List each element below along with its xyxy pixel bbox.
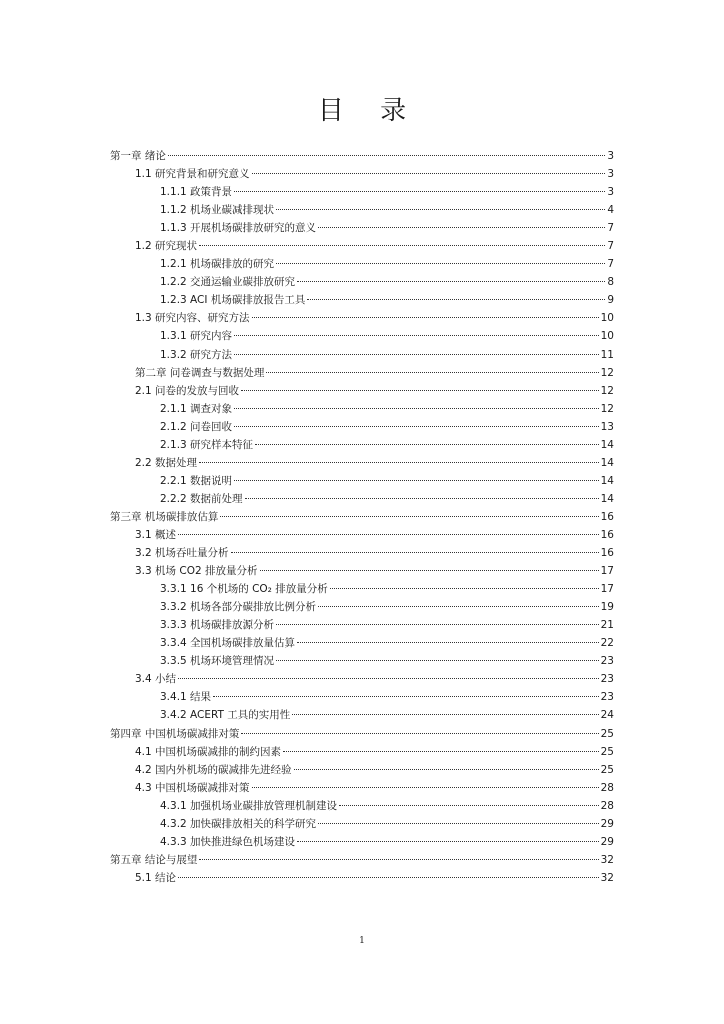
toc-entry-label: 2.1 问卷的发放与回收: [135, 384, 240, 397]
toc-entry-label: 第二章 问卷调查与数据处理: [135, 366, 265, 379]
toc-entry-page: 23: [600, 691, 614, 704]
toc-entry-label: 2.1.1 调查对象: [160, 402, 233, 415]
toc-entry-page: 23: [600, 673, 614, 686]
toc-entry-label: 1.3 研究内容、研究方法: [135, 312, 250, 325]
toc-entry-label: 3.3 机场 CO2 排放量分析: [135, 565, 258, 578]
toc-leader-dots: [199, 233, 605, 246]
toc-leader-dots: [339, 793, 599, 806]
toc-entry-page: 14: [600, 474, 614, 487]
toc-entry-page: 14: [600, 438, 614, 451]
toc-leader-dots: [297, 829, 599, 842]
toc-entry-page: 14: [600, 492, 614, 505]
toc-entry-label: 1.2.1 机场碳排放的研究: [160, 258, 275, 271]
toc-entry-page: 10: [600, 312, 614, 325]
toc-entry-label: 1.1 研究背景和研究意义: [135, 168, 250, 181]
toc-leader-dots: [292, 702, 598, 715]
toc-leader-dots: [199, 847, 598, 860]
toc-leader-dots: [294, 757, 599, 770]
toc-entry-page: 17: [600, 583, 614, 596]
toc-entry-page: 8: [607, 276, 614, 289]
toc-entry-label: 3.3.1 16 个机场的 CO₂ 排放量分析: [160, 583, 328, 596]
toc-entry-page: 32: [600, 853, 614, 866]
toc-entry-page: 22: [600, 637, 614, 650]
toc-entry-label: 3.3.5 机场环境管理情况: [160, 655, 275, 668]
toc-entry-label: 4.3.2 加快碳排放相关的科学研究: [160, 817, 317, 830]
toc-leader-dots: [276, 197, 605, 210]
toc-leader-dots: [245, 486, 599, 499]
toc-leader-dots: [330, 576, 599, 589]
toc-entry-page: 25: [600, 727, 614, 740]
toc-entry-label: 2.2.2 数据前处理: [160, 492, 243, 505]
toc-entry-label: 第一章 绪论: [110, 150, 166, 162]
page-number: 1: [359, 936, 365, 946]
toc-leader-dots: [252, 161, 606, 174]
toc-leader-dots: [283, 739, 599, 752]
toc-leader-dots: [234, 414, 599, 427]
toc-entry-page: 11: [600, 348, 614, 361]
toc-leader-dots: [234, 179, 605, 192]
toc-entry-label: 2.2 数据处理: [135, 456, 198, 469]
toc-entry-page: 23: [600, 655, 614, 668]
toc-leader-dots: [213, 684, 599, 697]
toc-entry-page: 28: [600, 799, 614, 812]
toc-entry-label: 1.1.1 政策背景: [160, 186, 233, 199]
toc-entry-label: 3.4.1 结果: [160, 691, 212, 704]
toc-leader-dots: [297, 269, 605, 282]
toc-leader-dots: [178, 666, 599, 679]
toc-entry-label: 1.3.1 研究内容: [160, 330, 233, 343]
toc-entry-page: 12: [600, 384, 614, 397]
toc-entry-label: 第四章 中国机场碳减排对策: [110, 727, 240, 740]
toc-entry-label: 第三章 机场碳排放估算: [110, 510, 219, 523]
toc-leader-dots: [168, 143, 605, 156]
toc-entry-page: 24: [600, 709, 614, 722]
toc-entry-label: 4.3.1 加强机场业碳排放管理机制建设: [160, 799, 338, 812]
toc-leader-dots: [220, 504, 598, 517]
toc-entry-label: 3.3.3 机场碳排放源分析: [160, 619, 275, 632]
toc-entry-page: 4: [607, 204, 614, 217]
toc-entry-label: 4.1 中国机场碳减排的制约因素: [135, 745, 282, 758]
toc-leader-dots: [252, 775, 599, 788]
toc-leader-dots: [307, 287, 605, 300]
toc-leader-dots: [252, 305, 599, 318]
toc-leader-dots: [234, 396, 599, 409]
toc-leader-dots: [178, 522, 599, 535]
toc-entry-label: 2.1.2 问卷回收: [160, 420, 233, 433]
toc-entry-label: 3.4.2 ACERT 工具的实用性: [160, 709, 291, 722]
toc-entry-page: 12: [600, 402, 614, 415]
toc-entry-page: 29: [600, 835, 614, 848]
toc-entry-label: 4.2 国内外机场的碳减排先进经验: [135, 763, 292, 776]
toc-leader-dots: [276, 648, 599, 661]
toc-leader-dots: [318, 215, 605, 228]
toc-entry-label: 2.2.1 数据说明: [160, 474, 233, 487]
toc-leader-dots: [276, 251, 605, 264]
toc-leader-dots: [318, 811, 599, 824]
toc-leader-dots: [234, 342, 599, 355]
toc-leader-dots: [318, 594, 599, 607]
toc-entry-page: 9: [607, 294, 614, 307]
toc-entry-page: 14: [600, 456, 614, 469]
toc-entry-page: 28: [600, 781, 614, 794]
toc-entry-page: 16: [600, 510, 614, 523]
toc-leader-dots: [241, 721, 598, 734]
toc-entry-page: 7: [607, 258, 614, 271]
toc-entry-page: 29: [600, 817, 614, 830]
toc-leader-dots: [234, 323, 599, 336]
toc-entry-label: 2.1.3 研究样本特征: [160, 438, 254, 451]
toc-entry-label: 第五章 结论与展望: [110, 853, 198, 866]
toc-entry-page: 21: [600, 619, 614, 632]
toc-leader-dots: [266, 360, 598, 373]
toc-leader-dots: [276, 612, 599, 625]
toc-entry-page: 25: [600, 745, 614, 758]
toc-entry-label: 3.3.2 机场各部分碳排放比例分析: [160, 601, 317, 614]
toc-entry-label: 5.1 结论: [135, 871, 177, 884]
toc-entry-label: 3.2 机场吞吐量分析: [135, 547, 229, 560]
toc-entry-page: 12: [600, 366, 614, 379]
toc-leader-dots: [178, 865, 599, 878]
toc-entry-page: 19: [600, 601, 614, 614]
table-of-contents: [110, 146, 614, 886]
toc-entry-label: 1.2 研究现状: [135, 240, 198, 253]
toc-entry-label: 4.3.3 加快推进绿色机场建设: [160, 835, 296, 848]
toc-leader-dots: [234, 468, 599, 481]
toc-entry-page: 7: [607, 240, 614, 253]
toc-entry-page: 3: [607, 150, 614, 162]
toc-entry-label: 3.4 小结: [135, 673, 177, 686]
toc-entry-label: 4.3 中国机场碳减排对策: [135, 781, 250, 794]
toc-entry-page: 3: [607, 168, 614, 181]
toc-entry-label: 3.1 概述: [135, 528, 177, 541]
toc-entry-label: 1.2.2 交通运输业碳排放研究: [160, 276, 296, 289]
toc-entry-label: 1.1.2 机场业碳减排现状: [160, 204, 275, 217]
toc-entry-page: 17: [600, 565, 614, 578]
toc-entry-label: 1.2.3 ACI 机场碳排放报告工具: [160, 294, 306, 307]
toc-entry-page: 10: [600, 330, 614, 343]
toc-leader-dots: [297, 630, 599, 643]
toc-entry-page: 13: [600, 420, 614, 433]
toc-entry-label: 1.1.3 开展机场碳排放研究的意义: [160, 222, 317, 235]
toc-entry[interactable]: [110, 868, 614, 886]
toc-leader-dots: [241, 378, 599, 391]
toc-leader-dots: [231, 540, 599, 553]
toc-entry-label: 3.3.4 全国机场碳排放量估算: [160, 637, 296, 650]
toc-entry-page: 32: [600, 871, 614, 884]
toc-entry-page: 7: [607, 222, 614, 235]
toc-entry-page: 3: [607, 186, 614, 199]
toc-entry-page: 25: [600, 763, 614, 776]
toc-leader-dots: [199, 450, 599, 463]
toc-entry-page: 16: [600, 547, 614, 560]
toc-leader-dots: [260, 558, 599, 571]
toc-leader-dots: [255, 432, 599, 445]
toc-entry-page: 16: [600, 528, 614, 541]
toc-title: 目 录: [317, 96, 421, 126]
toc-entry-label: 1.3.2 研究方法: [160, 348, 233, 361]
